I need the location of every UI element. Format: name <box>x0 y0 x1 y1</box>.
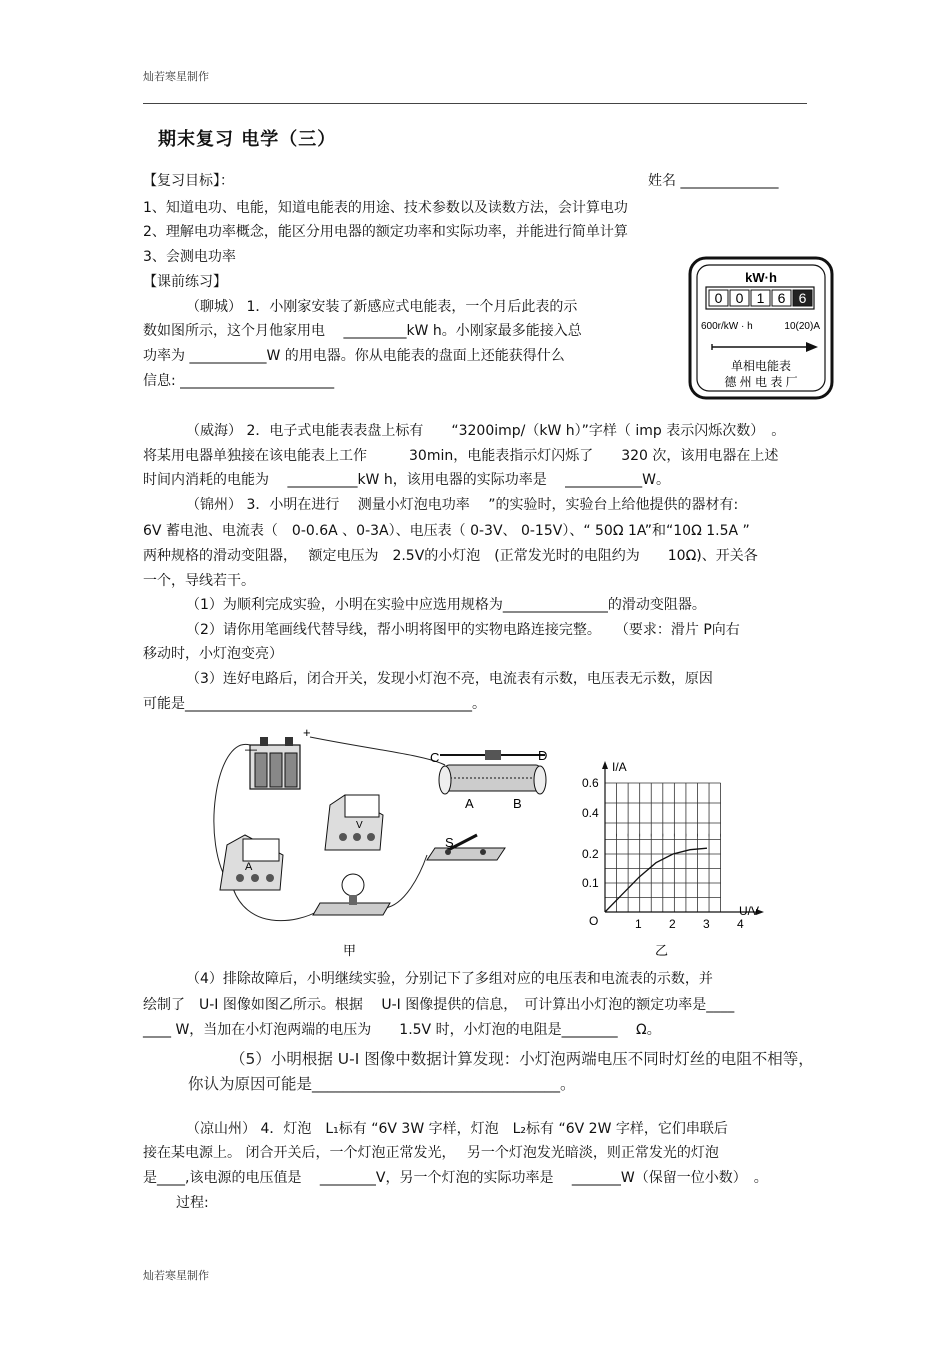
meter-digit-last: 6 <box>798 290 807 306</box>
x-tick-label: 3 <box>703 917 710 931</box>
practice-label: 【课前练习】 <box>143 274 227 290</box>
q3-line: 6V 蓄电池、电流表（ 0-0.6A 、0-3A）、电压表（ 0-3V、 0-15V）、“ 50Ω 1A”和“10Ω 1.5A ” <box>143 523 750 539</box>
q1-line: 信息: ______________________ <box>143 373 335 389</box>
rheostat-label-c: C <box>430 750 440 765</box>
q5-line: （5）小明根据 U-I 图像中数据计算发现：小灯泡两端电压不同时灯丝的电阻不相等， <box>230 1050 814 1068</box>
header-maker: 灿若寒星制作 <box>143 70 209 83</box>
energy-meter-figure <box>688 256 834 400</box>
meter-unit: kW·h <box>745 270 777 285</box>
x-tick-label: 2 <box>669 917 676 931</box>
circuit-figure <box>205 725 575 960</box>
q6-line: （凉山州） 4．灯泡 L₁标有 “6V 3W 字样，灯泡 L₂标有 “6V 2W 字样，它们串联后 <box>186 1121 728 1137</box>
y-tick-label: 0.6 <box>582 776 599 790</box>
rheostat-label-a: A <box>465 796 474 811</box>
q3-line: （锦州） 3．小明在进行 测量小灯泡电功率 ”的实验时，实验台上给他提供的器材有: <box>186 497 739 513</box>
rheostat-label-d: D <box>538 748 548 763</box>
graph-grid <box>605 783 721 912</box>
goals-label: 【复习目标】： <box>143 173 234 189</box>
meter-name: 单相电能表 <box>730 359 792 373</box>
ui-curve-series <box>605 848 707 912</box>
meter-maker: 德 州 电 表 厂 <box>724 375 798 389</box>
x-axis-label: U/V <box>739 904 760 918</box>
q3-line: （1）为顺利完成实验，小明在实验中应选用规格为_______________的滑动变阻器。 <box>186 597 706 613</box>
q6-line: 接在某电源上。 闭合开关后，一个灯泡正常发光， 另一个灯泡发光暗淡，则正常发光的灯泡 <box>143 1145 719 1161</box>
name-field: 姓名 ______________ <box>648 173 779 189</box>
y-axis-label: I/A <box>612 760 627 774</box>
header-rule <box>143 103 807 104</box>
y-tick-label: 0.1 <box>582 876 599 890</box>
q5-line: 你认为原因可能是________________________________。 <box>188 1075 576 1093</box>
ui-graph <box>575 755 775 965</box>
goal-line: 1、知道电功、电能，知道电能表的用途、技术参数以及读数方法，会计算电功 <box>143 200 628 216</box>
q6-line: 是____,该电源的电压值是 ________V，另一个灯泡的实际功率是 _______W（保留一位小数） 。 <box>143 1170 768 1186</box>
rheostat-label-b: B <box>513 796 522 811</box>
y-tick-label: 0.2 <box>582 847 599 861</box>
meter-digit: 6 <box>777 290 786 306</box>
meter-digit: 1 <box>756 290 765 306</box>
q3-line: 一个，导线若干。 <box>143 573 255 589</box>
q6-line: 过程: <box>176 1195 209 1211</box>
switch-label: S <box>445 835 454 850</box>
x-tick-label: 4 <box>737 917 744 931</box>
q3-line: 移动时，小灯泡变亮） <box>143 646 283 662</box>
y-tick-label: 0.4 <box>582 806 599 820</box>
battery-plus: + <box>303 725 311 740</box>
q2-line: （威海） 2．电子式电能表表盘上标有 “3200imp/（kW h）”字样（ imp 表示闪烁次数） 。 <box>186 423 786 439</box>
x-tick-label: 1 <box>635 917 642 931</box>
switch-icon <box>427 835 505 860</box>
page-title: 期末复习 电学（三） <box>158 129 337 150</box>
q2-line: 时间内消耗的电能为 __________kW h，该用电器的实际功率是 ___________W。 <box>143 472 671 488</box>
q3-line: （2）请你用笔画线代替导线，帮小明将图甲的实物电路连接完整。 （要求：滑片 P向右 <box>186 622 740 638</box>
circuit-caption: 甲 <box>343 943 357 958</box>
meter-spec-right: 10(20)A <box>784 321 820 332</box>
voltmeter-icon <box>325 795 383 850</box>
q4-line: ____ W，当加在小灯泡两端的电压为 1.5V 时，小灯泡的电阻是________ Ω。 <box>143 1022 661 1038</box>
q3-line: （3）连好电路后，闭合开关，发现小灯泡不亮，电流表有示数，电压表无示数，原因 <box>186 671 713 687</box>
y-axis-arrow-icon <box>602 761 608 769</box>
rheostat-icon <box>439 750 546 794</box>
q1-line: 数如图所示，这个月他家用电 _________kW h。小刚家最多能接入总 <box>143 323 582 339</box>
q3-line: 可能是_________________________________________。 <box>143 696 486 712</box>
battery-minus: — <box>245 742 257 756</box>
graph-axes <box>602 761 764 915</box>
lamp-icon <box>313 874 390 915</box>
q4-line: 绘制了 U-I 图像如图乙所示。根据 U-I 图像提供的信息， 可计算出小灯泡的额定功率是____ <box>143 997 735 1013</box>
origin-label: O <box>589 914 599 928</box>
footer-maker: 灿若寒星制作 <box>143 1269 209 1282</box>
meter-digits <box>709 290 812 306</box>
goal-line: 3、会测电功率 <box>143 249 236 265</box>
q1-line: 功率为 ___________W 的用电器。你从电能表的盘面上还能获得什么 <box>143 348 565 364</box>
voltmeter-letter: V <box>356 820 363 831</box>
meter-spec-left: 600r/kW · h <box>701 321 753 332</box>
q3-line: 两种规格的滑动变阻器， 额定电压为 2.5V的小灯泡 (正常发光时的电阻约为 10Ω)、开关各 <box>143 548 758 564</box>
meter-digit: 0 <box>714 290 723 306</box>
goal-line: 2、理解电功率概念，能区分用电器的额定功率和实际功率，并能进行简单计算 <box>143 224 628 240</box>
ammeter-letter: A <box>245 861 253 873</box>
graph-caption: 乙 <box>655 943 669 958</box>
q2-line: 将某用电器单独接在该电能表上工作 30min，电能表指示灯闪烁了 320 次，该用电器在上述 <box>143 448 779 464</box>
q1-line: （聊城） 1．小刚家安装了新感应式电能表，一个月后此表的示 <box>186 299 578 315</box>
battery-icon <box>250 737 300 789</box>
meter-digit: 0 <box>735 290 744 306</box>
q4-line: （4）排除故障后，小明继续实验，分别记下了多组对应的电压表和电流表的示数，并 <box>186 971 713 987</box>
